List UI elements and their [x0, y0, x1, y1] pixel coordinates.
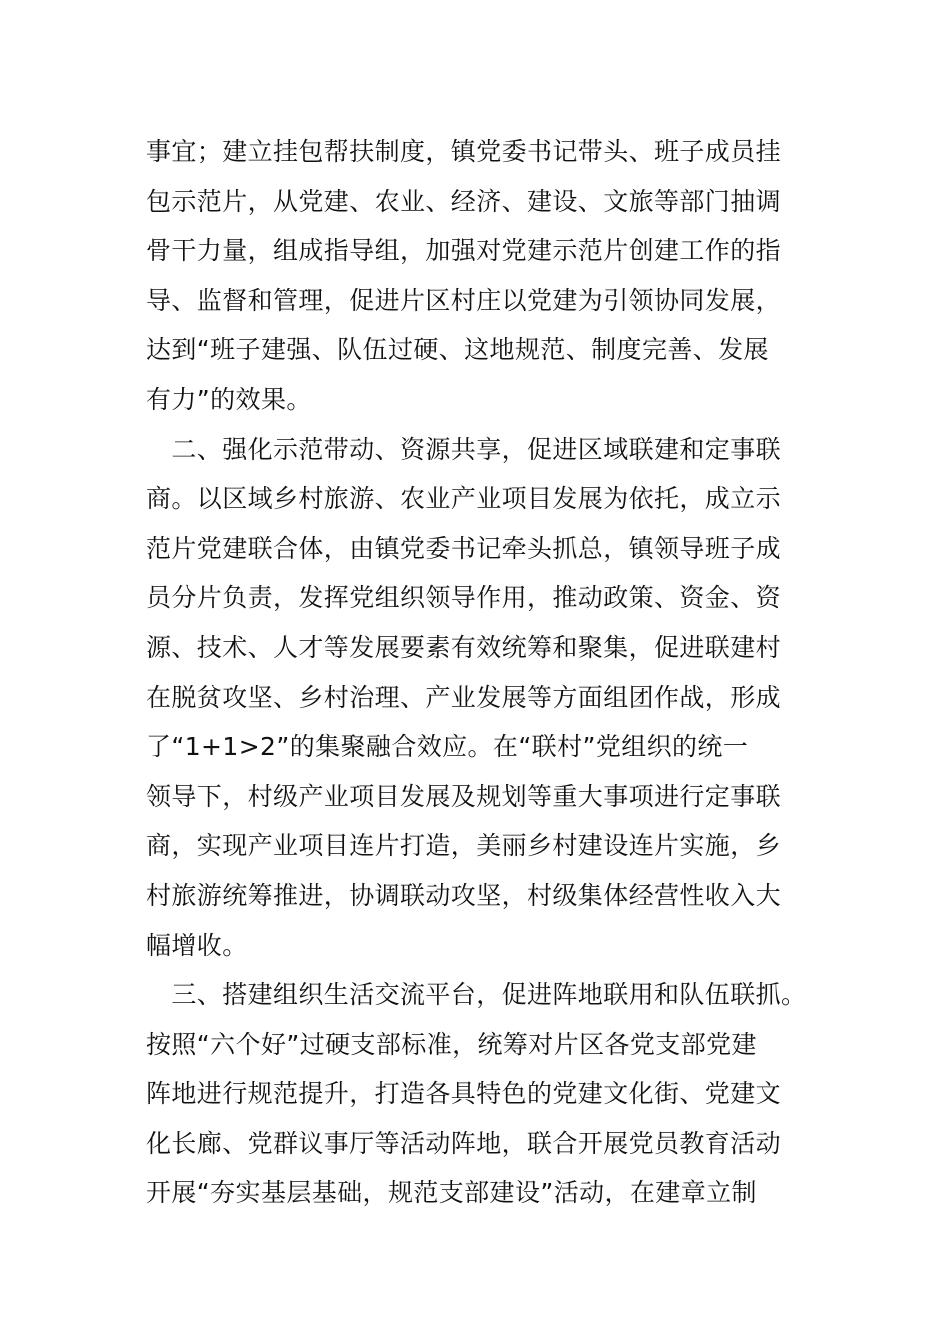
- text-line: 商，实现产业项目连片打造，美丽乡村建设连片实施，乡: [146, 831, 782, 861]
- text-line: 阵地进行规范提升，打造各具特色的党建文化街、党建文: [146, 1079, 782, 1109]
- text-line: 商。以区域乡村旅游、农业产业项目发展为依托，成立示: [146, 484, 782, 514]
- text-line: 事宜；建立挂包帮扶制度，镇党委书记带头、班子成员挂: [146, 137, 782, 166]
- text-line: 达到“班子建强、队伍过硬、这地规范、制度完善、发展: [146, 335, 769, 365]
- text-line: 了“1+1>2”的集聚融合效应。在“联村”党组织的统一: [146, 732, 749, 762]
- text-line: 领导下，村级产业项目发展及规划等重大事项进行定事联: [146, 781, 782, 811]
- text-line: 有力”的效果。: [146, 384, 312, 414]
- text-line: 幅增收。: [146, 930, 248, 960]
- text-line: 村旅游统筹推进，协调联动攻坚，村级集体经营性收入大: [146, 880, 782, 910]
- section-heading-line: 二、强化示范带动、资源共享，促进区域联建和定事联: [146, 434, 782, 464]
- text-line: 骨干力量，组成指导组，加强对党建示范片创建工作的指: [146, 236, 782, 266]
- text-line: 包示范片，从党建、农业、经济、建设、文旅等部门抽调: [146, 186, 782, 216]
- text-line: 开展“夯实基层基础，规范支部建设”活动，在建章立制: [146, 1178, 757, 1208]
- text-line: 范片党建联合体，由镇党委书记牵头抓总，镇领导班子成: [146, 533, 782, 563]
- text-line: 员分片负责，发挥党组织领导作用，推动政策、资金、资: [146, 583, 782, 613]
- section-heading-line: 三、搭建组织生活交流平台，促进阵地联用和队伍联抓。: [146, 980, 807, 1010]
- text-line: 导、监督和管理，促进片区村庄以党建为引领协同发展，: [146, 285, 782, 315]
- text-line: 按照“六个好”过硬支部标准，统筹对片区各党支部党建: [146, 1029, 757, 1059]
- body-text: [146, 127, 816, 1218]
- text-line: 化长廊、党群议事厅等活动阵地，联合开展党员教育活动: [146, 1128, 782, 1158]
- text-line: 在脱贫攻坚、乡村治理、产业发展等方面组团作战，形成: [146, 682, 782, 712]
- text-line: 源、技术、人才等发展要素有效统筹和聚集，促进联建村: [146, 632, 782, 662]
